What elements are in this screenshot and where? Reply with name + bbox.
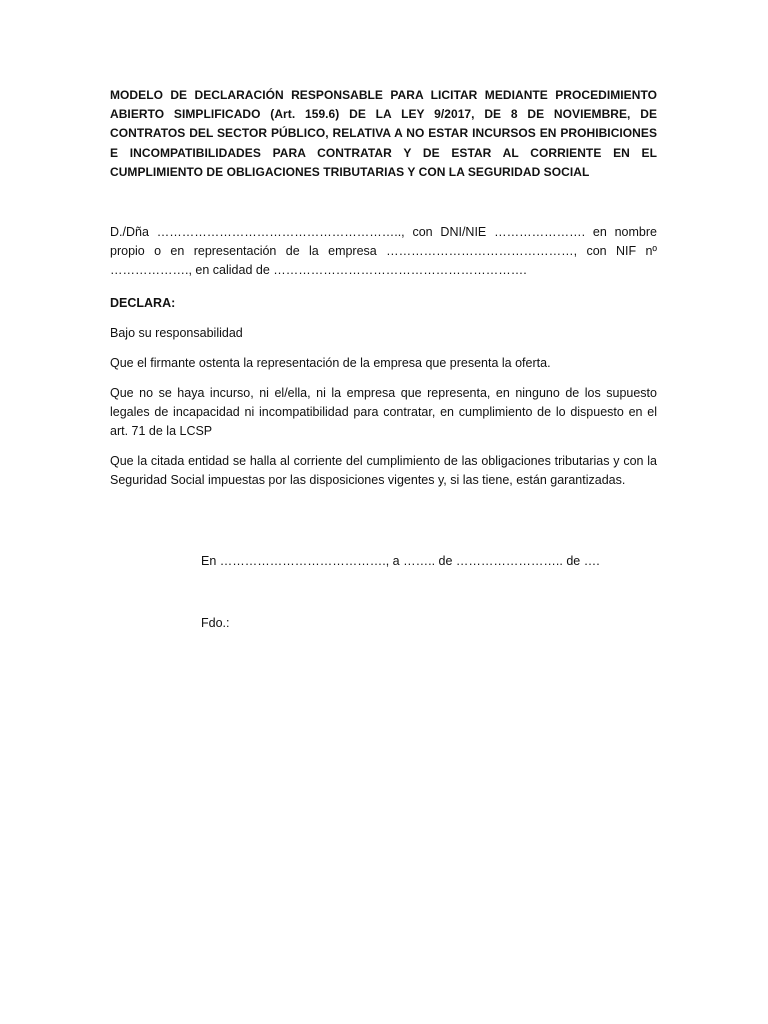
document-body <box>110 86 657 490</box>
declara-heading: DECLARA: <box>110 296 176 311</box>
document-title: MODELO DE DECLARACIÓN RESPONSABLE PARA LICITAR MEDIANTE PROCEDIMIENTO ABIERTO SIMPLIFICADO (Art. 159.6) DE LA LEY 9/2017, DE 8 DE NOVIEMBRE, DE CONTRATOS DEL SECTOR PÚBLICO, RELATIVA A NO ESTAR INCURSOS EN PROHIBICIONES E INCOMPATIBILIDADES PARA CONTRATAR Y DE ESTAR AL CORRIENTE EN EL CUMPLIMIENTO DE OBLIGACIONES TRIBUTARIAS Y CON LA SEGURIDAD SOCIAL <box>110 88 657 179</box>
signature-label: Fdo.: <box>201 616 230 630</box>
representation-statement: Que el firmante ostenta la representación de la empresa que presenta la oferta. <box>110 356 551 371</box>
obligations-statement: Que la citada entidad se halla al corriente del cumplimiento de las obligaciones tributarias y con la Seguridad Social impuestas por las disposiciones vigentes y, si las tiene, están garantizadas. <box>110 454 657 488</box>
responsibility-line: Bajo su responsabilidad <box>110 326 243 341</box>
incapacity-statement: Que no se haya incurso, ni el/ella, ni la empresa que representa, en ninguno de los supuesto legales de incapacidad ni incompatibilidad para contratar, en cumplimiento de lo dispuesto en el art. 71 de la LCSP <box>110 386 657 439</box>
place-date-line: En …………………………………., a …….. de …………………….. de …. <box>201 554 600 568</box>
identity-paragraph: D./Dña ………………………………………………….., con DNI/NIE …………………. en nombre propio o en representación de la empresa ………………………………………, con NIF nº ………………., en calidad de ……………………………………………………. <box>110 225 657 278</box>
